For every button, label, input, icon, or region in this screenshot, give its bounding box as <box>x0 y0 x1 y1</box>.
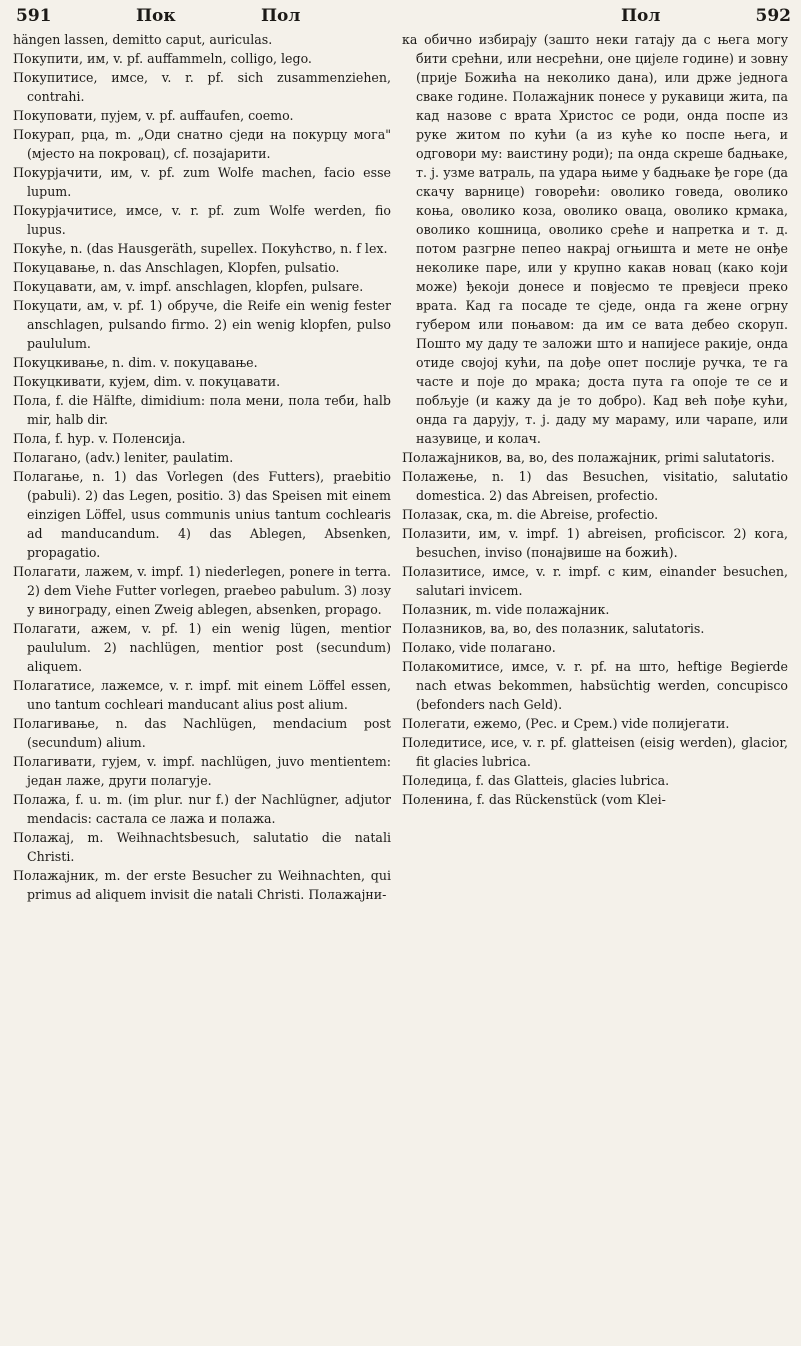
dictionary-entry: hängen lassen, demitto caput, auriculas. <box>13 32 273 47</box>
dictionary-entry: ка обично избирају (зашто неки гатају да с њега могу бити срећни, или несрећни, оне цијеле године) и зовну (прије Божића на неколико дана), или држе једнога сваке године. Полажајник понесе у рукавици жита, па кад назове с врата Христос се роди, онда поспе из руке житом по кући (а из куће ко поспе њега, и одговори му: ваистину роди); па онда скреше бадњаке, т. ј. узме ватраль, па удара њиме у бадњаке ђе горе (да скачу варнице) говорећи: оволико говеда, оволико коња, оволико коза, оволико оваца, оволико крмака, оволико кошница, оволико среће и напретка и т. д. потом разгрне пепео накрај огњишта и мете не онђе неколике паре, или у крупно какав новац (како који може) ђекоји донесе и повјесмо те превјеси преко врата. Кад га посаде те сједе, онда га жене огрну губером или поњавом: да им се вата дебео скоруп. Пошто му даду те заложи што и напијесе ракије, онда отиде својој кући, па дође опет послије ручка, те га часте и поје до мрака; доста пута га опоје те се и побљује (и кажу да је то добро). Кад већ пође кући, онда га дарују, т. ј. даду му мараму, или чарапе, или назувице, и колач. <box>402 32 788 446</box>
page-number-left: 591 <box>16 6 52 26</box>
dictionary-entry: Полазников, ва, во, des полазник, salutatoris. <box>402 621 705 636</box>
dictionary-entry: Полегати, ежемо, (Рес. и Срем.) vide полијегати. <box>402 716 730 731</box>
dictionary-entry: Полажење, n. 1) das Besuchen, visitatio, salutatio domestica. 2) das Abreisen, profectio. <box>402 469 788 503</box>
dictionary-entry: Покурјачити, им, v. pf. zum Wolfe machen, facio esse lupum. <box>13 165 391 199</box>
dictionary-entry: Покућe, n. (das Hausgeräth, supellex. Покућство, n. f lex. <box>13 241 388 256</box>
dictionary-entry: Полажа, f. u. m. (im plur. nur f.) der Nachlügner, adjutor mendacis: састала се лажа и полажа. <box>13 792 391 826</box>
running-head-left-last: Пол <box>261 6 301 26</box>
dictionary-entry: Полагати, ажем, v. pf. 1) ein wenig lügen, mentior paululum. 2) nachlügen, mentior post (secundum) aliquem. <box>13 621 391 674</box>
dictionary-entry: Полажајник, m. der erste Besucher zu Weihnachten, qui primus ad aliquem invisit die natali Christi. Полажајни- <box>13 868 391 902</box>
dictionary-entry: Пола, f. die Hälfte, dimidium: пола мени, пола теби, halb mir, halb dir. <box>13 393 391 427</box>
dictionary-entry: Поледица, f. das Glatteis, glacies lubrica. <box>402 773 670 788</box>
dictionary-entry: Полазак, ска, m. die Abreise, profectio. <box>402 507 659 522</box>
dictionary-entry: Покупити, им, v. pf. auffammeln, colligo, lego. <box>13 51 312 66</box>
dictionary-entry: Полазник, m. vide полажајник. <box>402 602 610 617</box>
dictionary-entry: Полазити, им, v. impf. 1) abreisen, proficiscor. 2) кога, besuchen, inviso (понајвише на божић). <box>402 526 788 560</box>
dictionary-entry: Полазитисе, имсе, v. r. impf. с ким, einander besuchen, salutari invicem. <box>402 564 788 598</box>
dictionary-entry: Полажајников, ва, во, des полажајник, primi salutatoris. <box>402 450 775 465</box>
dictionary-entry: Полагатисе, лажемсе, v. r. impf. mit einem Löffel essen, uno tantum cochleari manducant alius post alium. <box>13 678 391 712</box>
dictionary-entry: Покуцкивање, n. dim. v. покуцавање. <box>13 355 258 370</box>
page-number-right: 592 <box>755 6 791 26</box>
dictionary-entry: Полагати, лажем, v. impf. 1) niederlegen, ponere in terra. 2) dem Viehe Futter vorlegen, praebeo pabulum. 3) лозу у винограду, einen Zweig ablegen, absenken, propago. <box>13 564 391 617</box>
dictionary-entry: Полагивати, гујем, v. impf. nachlügen, juvo mentientem: један лаже, други полагује. <box>13 754 391 788</box>
dictionary-entry: Полажај, m. Weihnachtsbesuch, salutatio die natali Christi. <box>13 830 391 864</box>
running-head-left-first: Пок <box>136 6 176 26</box>
dictionary-entry: Пола, f. hyp. v. Поленсија. <box>13 431 186 446</box>
page-header <box>16 6 791 32</box>
dictionary-entry: Полакомитисе, имсе, v. r. pf. на што, heftige Begierde nach etwas bekommen, habsüchtig werden, concupisco (befonders nach Geld). <box>402 659 788 712</box>
dictionary-entry: Покурјачитисе, имсе, v. r. pf. zum Wolfe werden, fio lupus. <box>13 203 391 237</box>
dictionary-entry: Полако, vide полагано. <box>402 640 556 655</box>
dictionary-entry: Покуцати, ам, v. pf. 1) обруче, die Reife ein wenig fester anschlagen, pulsando firmo. 2) ein wenig klopfen, pulso paululum. <box>13 298 391 351</box>
running-head-right: Пол <box>621 6 661 26</box>
left-column <box>13 30 391 1340</box>
dictionary-entry: Покуповати, пујем, v. pf. auffaufen, coemo. <box>13 108 294 123</box>
dictionary-entry: Полагивање, n. das Nachlügen, mendacium post (secundum) alium. <box>13 716 391 750</box>
dictionary-entry: Покуцавати, ам, v. impf. anschlagen, klopfen, pulsare. <box>13 279 364 294</box>
dictionary-entry: Поленина, f. das Rückenstück (vom Klei- <box>402 792 666 807</box>
dictionary-entry: Покуцавање, n. das Anschlagen, Klopfen, pulsatio. <box>13 260 340 275</box>
dictionary-entry: Покупитисе, имсе, v. r. pf. sich zusammenziehen, contrahi. <box>13 70 391 104</box>
dictionary-entry: Покурап, рца, m. „Оди снатно сједи на покурцу мога" (мјесто на покровац), cf. позајарити. <box>13 127 391 161</box>
dictionary-entry: Поледитисе, исе, v. r. pf. glatteisen (eisig werden), glacior, fit glacies lubrica. <box>402 735 788 769</box>
right-column <box>402 30 788 1340</box>
dictionary-entry: Полагано, (adv.) leniter, paulatim. <box>13 450 234 465</box>
dictionary-entry: Покуцкивати, кујем, dim. v. покуцавати. <box>13 374 281 389</box>
dictionary-entry: Полагање, n. 1) das Vorlegen (des Futters), praebitio (pabuli). 2) das Legen, positio. 3) das Speisen mit einem einzigen Löffel, usus communis unius tantum cochlearis ad manducandum. 4) das Ablegen, Absenken, propagatio. <box>13 469 391 560</box>
